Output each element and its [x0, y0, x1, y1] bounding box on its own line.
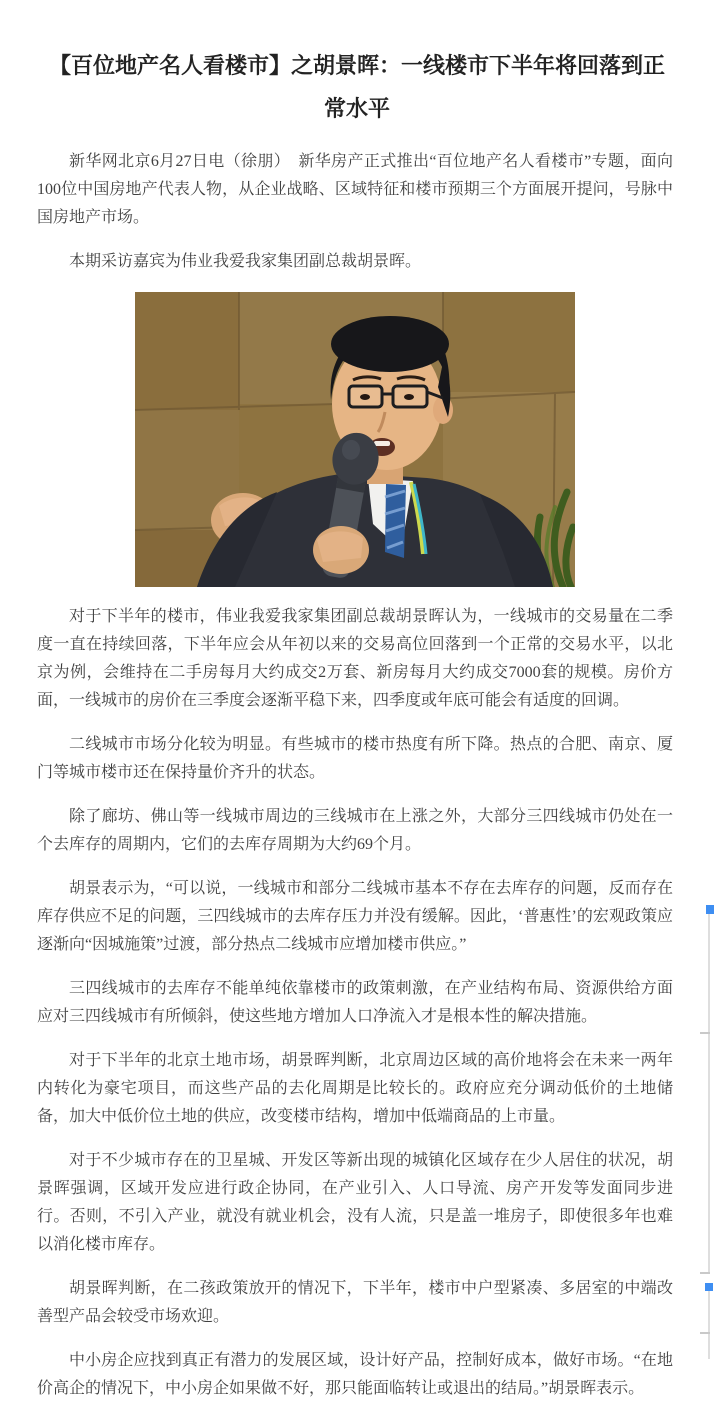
article-paragraph: 中小房企应找到真正有潜力的发展区域，设计好产品，控制好成本，做好市场。“在地价高企的情况下，中小房企如果做不好，那只能面临转让或退出的结局。”胡景晖表示。 — [37, 1352, 673, 1397]
article-paragraph: 新华网北京6月27日电（徐朋） 新华房产正式推出“百位地产名人看楼市”专题，面向100位中国房地产代表人物，从企业战略、区域特征和楼市预期三个方面展开提问，号脉中国房地产市场。 — [37, 153, 673, 226]
article-paragraph: 对于下半年的楼市，伟业我爱我家集团副总裁胡景晖认为，一线城市的交易量在二季度一直在持续回落，下半年应会从年初以来的交易高位回落到一个正常的交易水平，以北京为例，会维持在二手房每月大约成交2万套、新房每月大约成交7000套的规模。房价方面，一线城市的房价在三季度会逐渐平稳下来，四季度或年底可能会有适度的回调。 — [37, 608, 673, 709]
article-paragraph: 二线城市市场分化较为明显。有些城市的楼市热度有所下降。热点的合肥、南京、厦门等城市楼市还在保持量价齐升的状态。 — [37, 736, 673, 781]
article-title: 【百位地产名人看楼市】之胡景晖：一线楼市下半年将回落到正常水平 — [48, 53, 665, 121]
interview-photo-illustration — [135, 292, 575, 587]
article-body — [37, 603, 673, 1403]
edge-scroll-tick-1 — [700, 1032, 710, 1034]
edge-scroll-thumb-bottom[interactable] — [705, 1283, 713, 1291]
article-paragraph: 本期采访嘉宾为伟业我爱我家集团副总裁胡景晖。 — [69, 253, 422, 270]
article-content — [37, 148, 673, 1403]
article-intro — [37, 148, 673, 276]
article-paragraph: 除了廊坊、佛山等一线城市周边的三线城市在上涨之外，大部分三四线城市仍处在一个去库存的周期内，它们的去库存周期为大约69个月。 — [37, 808, 673, 853]
article-paragraph: 对于下半年的北京土地市场，胡景晖判断，北京周边区域的高价地将会在未来一两年内转化为豪宅项目，而这些产品的去化周期是比较长的。政府应充分调动低价的土地储备，加大中低价位土地的供应，改变楼市结构，增加中低端商品的上市量。 — [37, 1052, 673, 1125]
article-paragraph: 对于不少城市存在的卫星城、开发区等新出现的城镇化区域存在少人居住的状况，胡景晖强调，区域开发应进行政企协同，在产业引入、人口导流、房产开发等发面同步进行。否则，不引入产业，就没有就业机会，没有人流，只是盖一堆房子，即使很多年也难以消化楼市库存。 — [37, 1152, 673, 1253]
article-paragraph: 三四线城市的去库存不能单纯依靠楼市的政策刺激，在产业结构布局、资源供给方面应对三四线城市有所倾斜，使这些地方增加人口净流入才是根本性的解决措施。 — [37, 980, 673, 1025]
edge-scroll-track-bottom — [708, 1291, 710, 1359]
edge-scroll-track-top — [708, 914, 710, 1274]
interview-photo — [37, 292, 673, 587]
edge-scroll-tick-2 — [700, 1272, 710, 1274]
edge-scroll-tick-3 — [700, 1332, 710, 1334]
edge-scroll-thumb-top[interactable] — [706, 905, 714, 914]
article-paragraph: 胡景晖判断，在二孩政策放开的情况下，下半年，楼市中户型紧凑、多居室的中端改善型产品会较受市场欢迎。 — [37, 1280, 673, 1325]
article-paragraph: 胡景表示为，“可以说，一线城市和部分二线城市基本不存在去库存的问题，反而存在库存供应不足的问题，三四线城市的去库存压力并没有缓解。因此，‘普惠性’的宏观政策应逐渐向“因城施策”过渡，部分热点二线城市应增加楼市供应。” — [37, 880, 673, 953]
